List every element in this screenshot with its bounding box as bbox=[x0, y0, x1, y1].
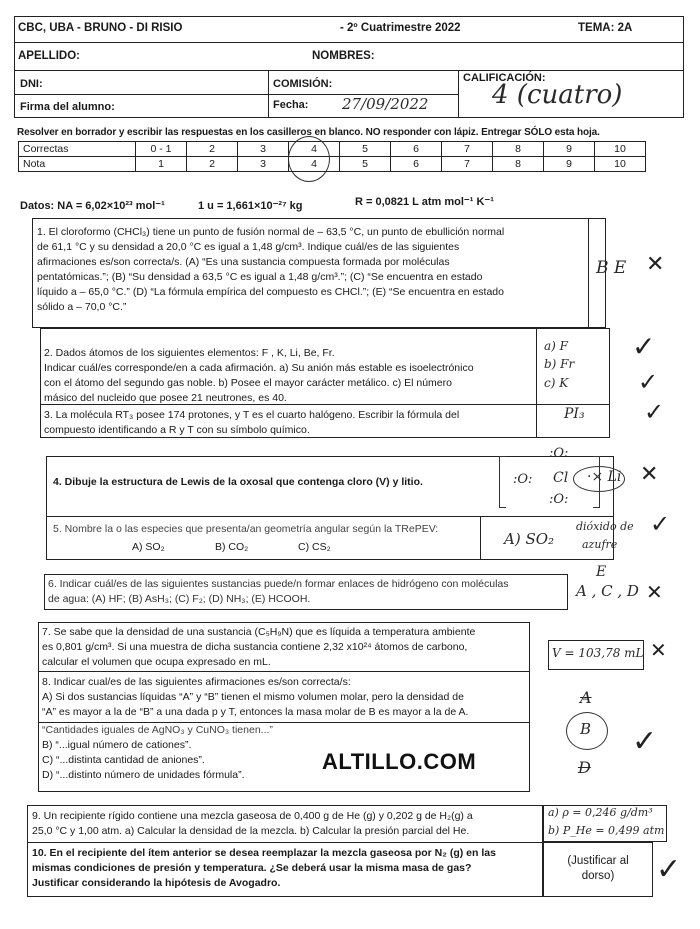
q10-line: mismas condiciones de presión y temperatura. ¿Se deberá usar la misma masa de gas? bbox=[32, 862, 472, 874]
q2c-check-mark: ✓ bbox=[638, 368, 659, 396]
grade-cell: 5 bbox=[340, 157, 391, 172]
q7-line: 7. Se sabe que la densidad de una sustancia (C₅H₉N) que es líquida a temperatura ambiente bbox=[42, 626, 476, 638]
q9-answer-b: b) P_He = 0,499 atm bbox=[548, 824, 665, 837]
q5-answer-divider bbox=[480, 516, 481, 560]
q6-line: 6. Indicar cuál/es de las siguientes sustancias puede/n formar enlaces de hidrógeno con moléculas bbox=[48, 578, 509, 590]
lewis-oxygen-top: :O: bbox=[549, 446, 569, 461]
grade-cell: 8 bbox=[493, 142, 544, 157]
grade-cell: 0 - 1 bbox=[136, 142, 187, 157]
q3-line: compuesto identificando a R y T con su símbolo químico. bbox=[44, 424, 310, 436]
header-line-2 bbox=[14, 70, 684, 71]
lewis-chlorine: Cl bbox=[553, 470, 569, 486]
lewis-oxygen-left: :O: bbox=[513, 472, 533, 487]
q1-line: 1. El cloroformo (CHCl₃) tiene un punto de fusión normal de – 63,5 °C, un punto de ebullición normal bbox=[37, 226, 505, 238]
q1-answer-divider bbox=[588, 218, 589, 328]
q4-q5-divider bbox=[46, 516, 614, 517]
lewis-bracket-left bbox=[499, 456, 506, 508]
q6-answer: A , C , D bbox=[576, 582, 639, 600]
q10-line: 10. En el recipiente del ítem anterior se desea reemplazar la mezcla gaseosa por N₂ (g) en las bbox=[32, 847, 496, 859]
q2-line: 2. Dados átomos de los siguientes elementos: F , K, Li, Be, Fr. bbox=[44, 347, 335, 359]
q5-check-mark: ✓ bbox=[650, 510, 671, 538]
nombres-label: NOMBRES: bbox=[312, 50, 375, 62]
grade-cell: 3 bbox=[238, 157, 289, 172]
calificacion-label: CALIFICACIÓN: bbox=[463, 72, 546, 84]
q8-check-mark: ✓ bbox=[632, 724, 658, 759]
q8-line: “A” es mayor a la de “B” a una dada p y T, entonces la masa molar de B es mayor a la de A. bbox=[42, 706, 469, 718]
calificacion-value: 4 (cuatro) bbox=[492, 80, 623, 110]
grade-cell: 7 bbox=[442, 157, 493, 172]
grade-cell: 1 bbox=[136, 157, 187, 172]
lewis-lithium: ·× Li bbox=[587, 469, 622, 485]
grade-cell: 6 bbox=[391, 142, 442, 157]
header-vline-1 bbox=[268, 70, 269, 118]
q3-check-mark: ✓ bbox=[644, 398, 665, 426]
grade-label-nota: Nota bbox=[19, 157, 136, 172]
q1-line: afirmaciones es/son correcta/s. (A) “Es una sustancia compuesta formada por moléculas bbox=[37, 256, 450, 268]
grade-cell: 8 bbox=[493, 157, 544, 172]
grade-cell: 9 bbox=[544, 157, 595, 172]
q8-answer-d: D bbox=[578, 758, 591, 777]
q4-text: 4. Dibuje la estructura de Lewis de la oxosal que contenga cloro (V) y litio. bbox=[53, 476, 423, 488]
q8-line: D) “...distinto número de unidades fórmula”. bbox=[42, 769, 245, 781]
q8-line: C) “...distinta cantidad de aniones”. bbox=[42, 754, 205, 766]
watermark: ALTILLO.COM bbox=[322, 749, 477, 774]
q7-text bbox=[42, 625, 528, 670]
q1-line: sólido a – 70,0 °C.” bbox=[37, 301, 127, 313]
q2-answer-b: b) Fr bbox=[544, 357, 575, 371]
q2-check-mark: ✓ bbox=[632, 330, 656, 363]
q10-line: Justificar considerando la hipótesis de Avogadro. bbox=[32, 877, 281, 889]
q1-text bbox=[37, 225, 587, 315]
dni-label: DNI: bbox=[20, 78, 43, 90]
grade-row-nota bbox=[19, 157, 646, 172]
q2-line: Indicar cuál/es corresponde/en a cada afirmación. a) Su anión más estable es isoelectrónico bbox=[44, 362, 474, 374]
q7-q8-divider bbox=[38, 671, 530, 672]
grade-cell: 10 bbox=[595, 142, 646, 157]
q8-answer-a: A bbox=[580, 688, 592, 707]
q10-text bbox=[32, 846, 542, 891]
q10-box-line: dorso) bbox=[581, 870, 615, 882]
fecha-value: 27/09/2022 bbox=[342, 95, 429, 113]
comision-label: COMISIÓN: bbox=[273, 78, 333, 90]
lewis-oxygen-bottom: :O: bbox=[549, 492, 569, 507]
q5-option-a: A) SO₂ bbox=[132, 541, 165, 553]
firma-label: Firma del alumno: bbox=[20, 101, 115, 113]
q7-cross-mark: ✕ bbox=[650, 638, 667, 662]
q8-line: “Cantidades iguales de AgNO₃ y CuNO₃ tienen...” bbox=[42, 724, 273, 736]
q6-text bbox=[48, 577, 568, 607]
grade-cell: 6 bbox=[391, 157, 442, 172]
grade-cell: 2 bbox=[187, 142, 238, 157]
q9-answer-a: a) ρ = 0,246 g/dm³ bbox=[548, 806, 653, 819]
grade-table bbox=[18, 141, 646, 172]
instructions: Resolver en borrador y escribir las respuestas en los casilleros en blanco. NO responder con lápiz. Entregar SÓLO esta hoja. bbox=[17, 127, 600, 138]
q1-line: de 61,1 °C y su densidad a 20,0 °C es igual a 1,48 g/cm³. Indique cuál/es de las siguientes bbox=[37, 241, 460, 253]
tema: TEMA: 2A bbox=[578, 22, 633, 34]
q6-line: de agua: (A) HF; (B) AsH₃; (C) F₂; (D) NH₃; (E) HCOOH. bbox=[48, 593, 311, 605]
q7-line: calcular el volumen que ocupa expresado en mL. bbox=[42, 656, 271, 668]
grade-cell: 10 bbox=[595, 157, 646, 172]
q5-text: 5. Nombre la o las especies que presenta/an geometría angular según la TRePEV: bbox=[53, 523, 439, 535]
q10-box-line: (Justificar al bbox=[567, 855, 629, 867]
q3-answer: PI₃ bbox=[564, 406, 585, 422]
q6-cross-mark: ✕ bbox=[646, 580, 663, 604]
q10-answer-box-text bbox=[548, 854, 648, 884]
institution: CBC, UBA - BRUNO - DI RISIO bbox=[18, 22, 183, 34]
datos-u: 1 u = 1,661×10⁻²⁷ kg bbox=[198, 200, 303, 212]
grade-circle bbox=[288, 136, 330, 182]
q8-line: 8. Indicar cual/es de las siguientes afirmaciones es/son correcta/s: bbox=[42, 676, 351, 688]
datos-r: R = 0,0821 L atm mol⁻¹ K⁻¹ bbox=[355, 196, 494, 208]
q1-line: pentatómicas.”; (B) “Su densidad a 63,5 °C es igual a 1,48 g/cm³.”; (C) “Se encuentra en estado bbox=[37, 271, 483, 283]
q5-answer-name-2: azufre bbox=[582, 538, 618, 551]
q10-check-mark: ✓ bbox=[656, 852, 682, 887]
q8-line: A) Si dos sustancias líquidas “A” y “B” tienen el mismo volumen molar, pero la densidad de bbox=[42, 691, 464, 703]
grade-cell: 5 bbox=[340, 142, 391, 157]
grade-cell: 2 bbox=[187, 157, 238, 172]
q9-text bbox=[32, 809, 542, 839]
term: - 2º Cuatrimestre 2022 bbox=[340, 22, 461, 34]
grade-cell: 9 bbox=[544, 142, 595, 157]
q2-answer-c: c) K bbox=[544, 376, 569, 390]
apellido-label: APELLIDO: bbox=[18, 50, 80, 62]
q3-text bbox=[44, 408, 539, 438]
header-line-1 bbox=[14, 42, 684, 43]
q3-line: 3. La molécula RT₃ posee 174 protones, y T es el cuarto halógeno. Escribir la fórmula del bbox=[44, 409, 460, 421]
q1-line: líquido a – 65,0 °C.” (D) “La fórmula empírica del compuesto es CHCl.”; (E) “Se encuentra en estado bbox=[37, 286, 504, 298]
q1-cross-mark: ✕ bbox=[646, 252, 665, 277]
q5-answer: A) SO₂ bbox=[504, 530, 555, 548]
grade-cell: 7 bbox=[442, 142, 493, 157]
q7-line: es 0,801 g/cm³. Si una muestra de dicha sustancia contiene 2,32 x10²⁴ átomos de carbono, bbox=[42, 641, 468, 653]
q4-lewis-structure bbox=[497, 446, 627, 512]
q2-answer-a: a) F bbox=[544, 339, 568, 353]
grade-cell-selected: 4 bbox=[289, 157, 340, 172]
q2-line: másico del nucleido que posee 21 neutrones, es 40. bbox=[44, 392, 287, 404]
q2-text bbox=[44, 346, 539, 406]
fecha-label: Fecha: bbox=[273, 99, 309, 111]
q9-line: 9. Un recipiente rígido contiene una mezcla gaseosa de 0,400 g de He (g) y 0,202 g de H₂(g) a bbox=[32, 810, 473, 822]
grade-row-correctas bbox=[19, 142, 646, 157]
q5-option-b: B) CO₂ bbox=[215, 541, 249, 553]
q8-line: B) “...igual número de cationes”. bbox=[42, 739, 192, 751]
q1-answer: B E bbox=[596, 258, 627, 278]
q6-answer-extra: E bbox=[596, 564, 607, 580]
q2-line: con el átomo del segundo gas noble. b) Posee el mayor carácter metálico. c) El número bbox=[44, 377, 452, 389]
q8-answer-b: B bbox=[580, 720, 592, 738]
grade-label-correctas: Correctas bbox=[19, 142, 136, 157]
header-vline-2 bbox=[458, 70, 459, 118]
grade-cell: 3 bbox=[238, 142, 289, 157]
datos-na: Datos: NA = 6,02×10²³ mol⁻¹ bbox=[20, 200, 165, 212]
q5-answer-name-1: dióxido de bbox=[576, 520, 634, 533]
grade-cell-selected: 4 bbox=[289, 142, 340, 157]
q9-q10-divider bbox=[27, 842, 543, 843]
q5-option-c: C) CS₂ bbox=[298, 541, 331, 553]
q7-answer: V = 103,78 mL bbox=[552, 646, 644, 660]
q4-cross-mark: ✕ bbox=[640, 462, 659, 487]
q9-line: 25,0 °C y 1,00 atm. a) Calcular la densidad de la mezcla. b) Calcular la presión parcial del He. bbox=[32, 825, 470, 837]
